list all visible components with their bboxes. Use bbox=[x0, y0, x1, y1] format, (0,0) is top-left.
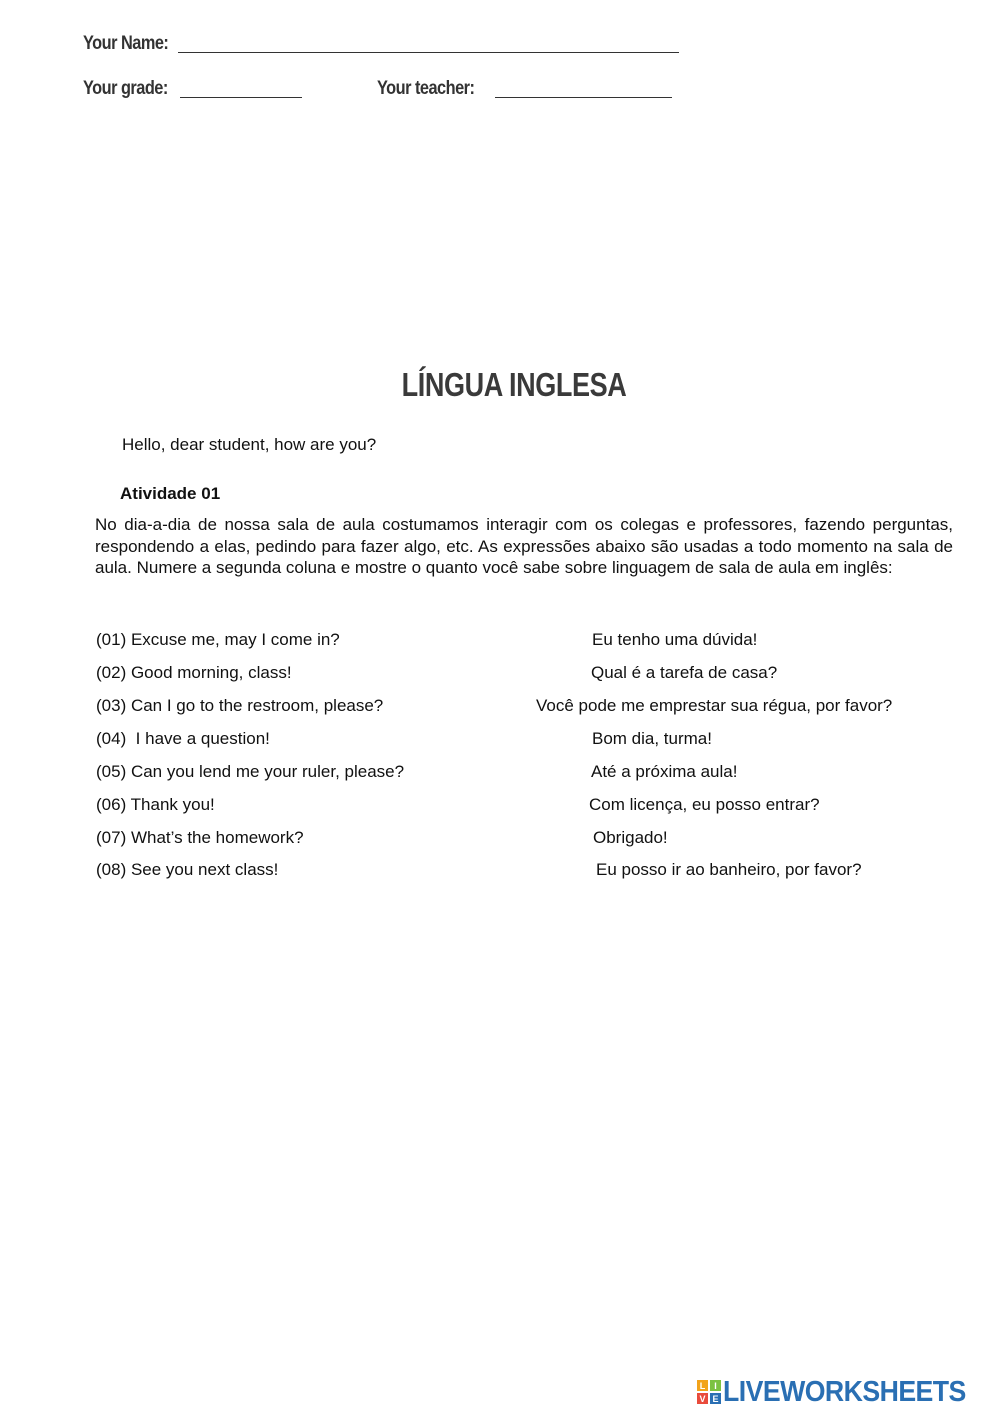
activity-heading: Atividade 01 bbox=[120, 484, 221, 503]
portuguese-phrase-4[interactable]: Bom dia, turma! bbox=[592, 729, 712, 748]
english-phrase-5: (05) Can you lend me your ruler, please? bbox=[96, 762, 405, 781]
portuguese-phrase-6[interactable]: Com licença, eu posso entrar? bbox=[589, 795, 820, 814]
logo-mark-letter-v: V bbox=[699, 1394, 706, 1404]
teacher-label: Your teacher: bbox=[377, 78, 475, 99]
portuguese-phrase-1[interactable]: Eu tenho uma dúvida! bbox=[592, 630, 758, 649]
teacher-answer-line[interactable] bbox=[495, 97, 672, 98]
english-phrase-7: (07) What’s the homework? bbox=[96, 828, 304, 847]
activity-instructions: No dia-a-dia de nossa sala de aula costumamos interagir com os colegas e professores, fazendo perguntas, respondendo a elas, pedindo para fazer algo, etc. As expressões abaixo são usadas a todo momento na sala de aula. Numere a segunda coluna e mostre o quanto você sabe sobre linguagem de sala de aula em inglês: bbox=[95, 515, 953, 577]
english-phrase-2: (02) Good morning, class! bbox=[96, 663, 292, 682]
english-phrase-6: (06) Thank you! bbox=[96, 795, 215, 814]
logo-mark-letter-l: L bbox=[699, 1381, 706, 1391]
english-phrase-8: (08) See you next class! bbox=[96, 860, 279, 879]
portuguese-phrase-7[interactable]: Obrigado! bbox=[593, 828, 668, 847]
liveworksheets-logo bbox=[697, 1377, 993, 1407]
liveworksheets-mark-icon bbox=[697, 1380, 721, 1404]
english-phrase-3: (03) Can I go to the restroom, please? bbox=[96, 696, 384, 715]
portuguese-phrase-8[interactable]: Eu posso ir ao banheiro, por favor? bbox=[596, 860, 862, 879]
page-title bbox=[0, 366, 1000, 404]
logo-mark-letter-i: I bbox=[714, 1381, 717, 1391]
portuguese-phrase-2[interactable]: Qual é a tarefa de casa? bbox=[591, 663, 778, 682]
name-answer-line[interactable] bbox=[178, 52, 679, 53]
grade-label: Your grade: bbox=[83, 78, 168, 99]
name-label: Your Name: bbox=[83, 33, 169, 54]
portuguese-phrase-3[interactable]: Você pode me emprestar sua régua, por favor? bbox=[536, 696, 893, 715]
portuguese-phrase-5[interactable]: Até a próxima aula! bbox=[591, 762, 738, 781]
greeting-text: Hello, dear student, how are you? bbox=[122, 435, 377, 454]
page-title-text: LÍNGUA INGLESA bbox=[401, 366, 627, 403]
english-phrase-4: (04) I have a question! bbox=[96, 729, 270, 748]
logo-text: LIVEWORKSHEETS bbox=[723, 1376, 966, 1408]
english-phrase-1: (01) Excuse me, may I come in? bbox=[96, 630, 340, 649]
logo-mark-letter-e: E bbox=[712, 1394, 719, 1404]
grade-answer-line[interactable] bbox=[180, 97, 302, 98]
